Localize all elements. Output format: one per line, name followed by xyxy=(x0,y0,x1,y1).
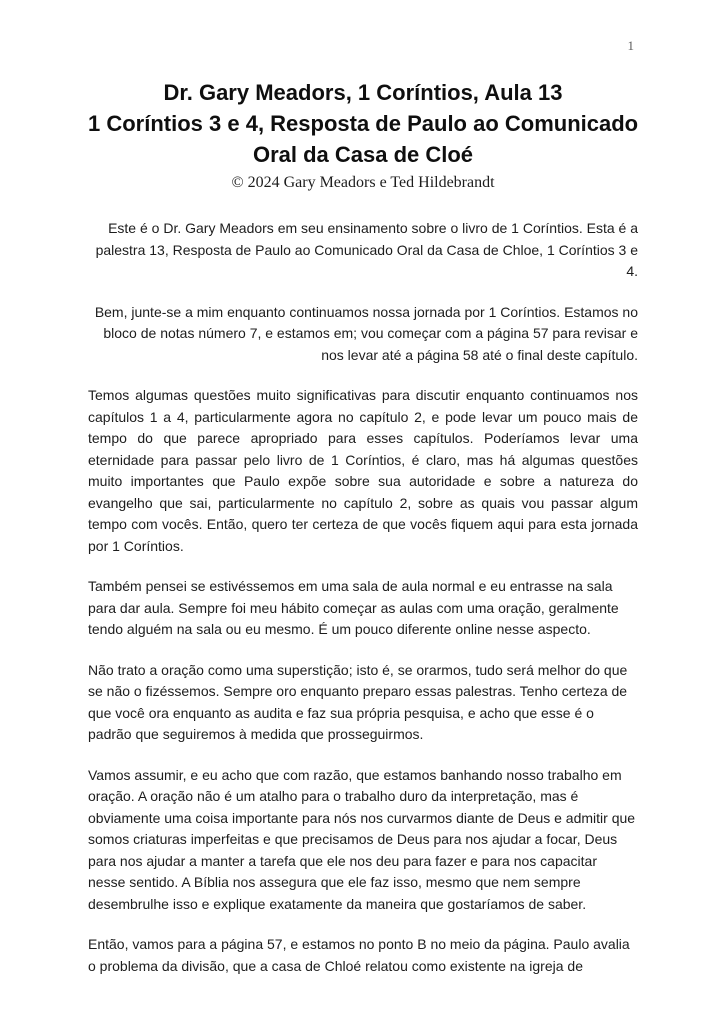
body-paragraph-4: Vamos assumir, e eu acho que com razão, que estamos banhando nosso trabalho em oração. A oração não é um atalho para o trabalho duro da interpretação, mas é obviamente uma coisa importante para nós nos curvarmos diante de Deus e admitir que somos criaturas imperfeitas e que precisamos de Deus para nos ajudar a focar, Deus para nos ajudar a manter a tarefa que ele nos deu para fazer e para nos capacitar nesse sentido. A Bíblia nos assegura que ele faz isso, mesmo que nem sempre desembrulhe isso e explique exatamente da maneira que gostaríamos de saber. xyxy=(88,766,636,912)
title-line-1: Dr. Gary Meadors, 1 Coríntios, Aula 13 xyxy=(163,80,563,105)
body-paragraph-3: Não trato a oração como uma superstição; isto é, se orarmos, tudo será melhor do que se não o fizéssemos. Sempre oro enquanto preparo essas palestras. Tenho certeza de que você ora enquanto as audita e faz sua própria pesquisa, e acho que esse é o padrão que seguiremos à medida que prosseguirmos. xyxy=(88,661,628,742)
body-paragraph-5: Então, vamos para a página 57, e estamos no ponto B no meio da página. Paulo avalia o problema da divisão, que a casa de Chloé relatou como existente na igreja de xyxy=(88,936,630,974)
page-number: 1 xyxy=(627,38,634,53)
document-body xyxy=(88,218,638,977)
document-title xyxy=(88,77,638,170)
body-paragraph-1: Temos algumas questões muito significativas para discutir enquanto continuamos nos capítulos 1 a 4, particularmente agora no capítulo 2, e pode levar um pouco mais de tempo do que parece apropriado para esses capítulos. Poderíamos levar uma eternidade para passar pelo livro de 1 Coríntios, é claro, mas há algumas questões muito importantes que Paulo expõe sobre sua autoridade e sobre a natureza do evangelho que sai, particularmente no capítulo 2, sobre as quais vou passar algum tempo com vocês. Então, quero ter certeza de que vocês fiquem aqui para esta jornada por 1 Coríntios. xyxy=(88,387,638,554)
intro-paragraph-2: Bem, junte-se a mim enquanto continuamos nossa jornada por 1 Coríntios. Estamos no bloco de notas número 7, e estamos em; vou começar com a página 57 para revisar e nos levar até a página 58 até o final deste capítulo. xyxy=(94,303,638,363)
title-line-2: 1 Coríntios 3 e 4, Resposta de Paulo ao Comunicado xyxy=(88,111,639,136)
title-line-3: Oral da Casa de Cloé xyxy=(252,142,474,167)
intro-paragraph-1: Este é o Dr. Gary Meadors em seu ensinamento sobre o livro de 1 Coríntios. Esta é a palestra 13, Resposta de Paulo ao Comunicado Oral da Casa de Chloe, 1 Coríntios 3 e 4. xyxy=(95,220,638,279)
copyright-line: © 2024 Gary Meadors e Ted Hildebrandt xyxy=(231,174,495,191)
body-paragraph-2: Também pensei se estivéssemos em uma sala de aula normal e eu entrasse na sala para dar aula. Sempre foi meu hábito começar as aulas com uma oração, geralmente tendo alguém na sala ou eu mesmo. É um pouco diferente online nesse aspecto. xyxy=(88,578,619,637)
